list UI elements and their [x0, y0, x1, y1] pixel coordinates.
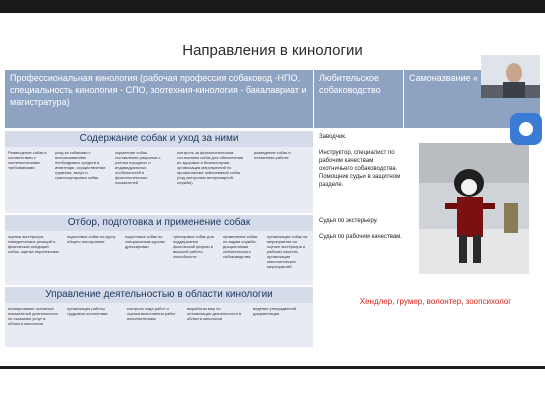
- right-text-care: Заводчик. Инструктор, специалист по рабочим качествам охотничьего собаководства. Помощник судьи в защитном разделе.: [319, 134, 401, 188]
- cell-selection-5: применение собак по видам службы, дисциплинам любительского собаководства: [223, 234, 258, 259]
- cell-selection-2: подготовка собак по курсу общего послушания: [67, 234, 116, 244]
- cell-selection-3: подготовка собак по специальным курсам дрессировки: [125, 234, 165, 249]
- cell-selection-6: организация собак на мероприятия по оценке экстерьера и рабочих качеств, организация кинологических мероприятий: [267, 234, 308, 269]
- dog-photo: [419, 143, 529, 274]
- section-title-selection: Отбор, подготовка и применение собак: [5, 215, 313, 231]
- cell-selection-4: тренировка собак для поддержания физической формы и высокой работо-способности: [173, 234, 214, 259]
- section-cells-selection: [5, 231, 313, 285]
- section-cells-management: [5, 303, 313, 347]
- cell-care-1: Размещение собак в соответствии с зоотехническими требованиями: [8, 150, 47, 170]
- cell-care-2: уход за собаками с использованием необходимых средств и инвентаря, осуществлении груминга, выгул и транспортировка собак: [55, 150, 106, 180]
- window-bottom-bar: [0, 366, 545, 409]
- window-top-bar: [0, 0, 545, 13]
- section-title-care: Содержание собак и уход за ними: [5, 131, 313, 147]
- divider: [0, 366, 545, 369]
- cell-care-5: разведение собак и племенная работа: [254, 150, 291, 160]
- cell-management-5: ведение утвержденной документации: [253, 306, 297, 316]
- slide-title: Направления в кинологии: [182, 42, 363, 59]
- cell-management-3: контроль хода работ и оценка выполнения работ исполнителями: [127, 306, 176, 321]
- circle-icon: [519, 122, 533, 136]
- cell-management-4: выработка мер по оптимизации деятельности в области кинологии: [187, 306, 242, 321]
- section-cells-care: [5, 147, 313, 213]
- section-title-management: Управление деятельностью в области кинологии: [5, 287, 313, 303]
- webcam-thumbnail[interactable]: [481, 55, 540, 98]
- right-text-management: Хендлер, грумер, волонтер, зоопсихолог: [359, 297, 512, 306]
- header-self-naming: Самоназвание «: [404, 70, 540, 128]
- cell-management-2: организация работы трудового коллектива: [67, 306, 108, 316]
- floating-action-button[interactable]: [510, 113, 542, 145]
- cell-care-3: кормление собак, составление рационов с учетом породных и индивидуальных особенностей и физиологических показателей: [115, 150, 161, 185]
- cell-selection-1: оценка экстерьера, поведенческих реакций и физических кондиций собак, оценка перспективы: [8, 234, 59, 254]
- cell-management-1: планирование основных показателей деятельности по оказанию услуг в области кинологии: [8, 306, 58, 326]
- header-amateur: Любительское собаководство: [314, 70, 403, 128]
- right-text-selection: Судья по экстерьеру. Судья по рабочим качествам.: [319, 218, 402, 240]
- header-professional: Профессиональная кинология (рабочая профессия собаковод -НПО, специальность кинология - СПО, зоотехния-кинология - бакалавриат и магистратура): [5, 70, 313, 128]
- cell-care-4: контроль за физиологическим состоянием собак для обеспечения их здоровья и благополучия, организация мероприятий по профилактике заболеваний собак (под контролем ветеринарной службы): [177, 150, 244, 185]
